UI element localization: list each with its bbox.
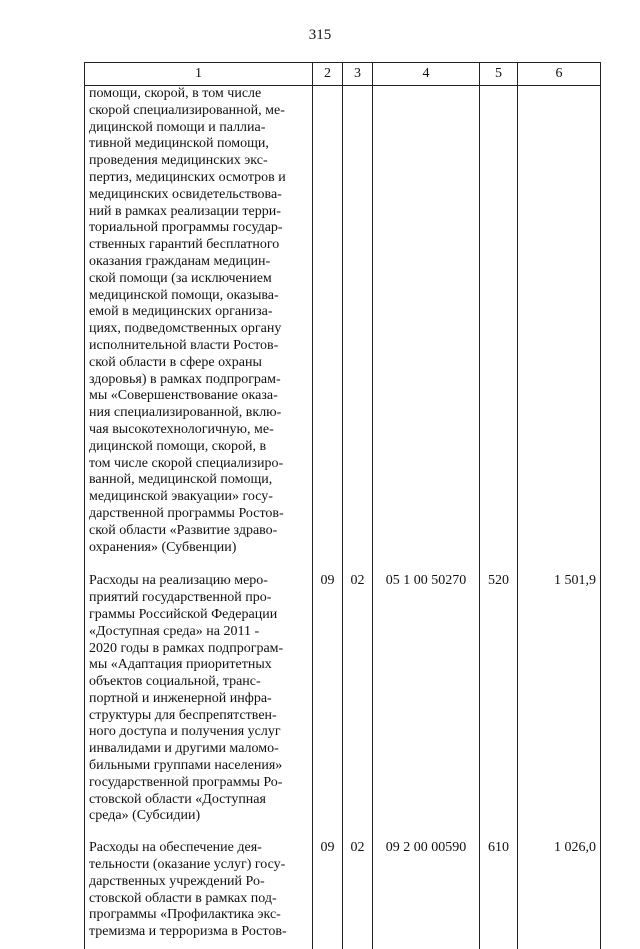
row-section: 09 bbox=[313, 833, 343, 949]
row-amount: 1 026,0 bbox=[518, 833, 601, 949]
column-header-2: 2 bbox=[313, 63, 343, 86]
table-header bbox=[85, 63, 601, 86]
page-number: 315 bbox=[0, 27, 640, 44]
header-row bbox=[85, 63, 601, 86]
row-section: 09 bbox=[313, 566, 343, 833]
row-description: Расходы на обеспечение дея- тельности (оказание услуг) госу- дарственных учреждений Ро- стовской области в рамках под- программы «Профилактика экс- тремизма и терроризма в Ростов- bbox=[85, 833, 313, 949]
table-row bbox=[85, 566, 601, 833]
row-subsection bbox=[343, 86, 373, 567]
row-expense-type: 520 bbox=[480, 566, 518, 833]
row-amount: 1 501,9 bbox=[518, 566, 601, 833]
row-subsection: 02 bbox=[343, 566, 373, 833]
row-target-article: 09 2 00 00590 bbox=[373, 833, 480, 949]
budget-table bbox=[84, 62, 601, 949]
table-row bbox=[85, 86, 601, 567]
table-row bbox=[85, 833, 601, 949]
table-body bbox=[85, 86, 601, 949]
row-description: помощи, скорой, в том числе скорой специализированной, ме- дицинской помощи и паллиа- тивной медицинской помощи, проведения медицинских экс- пертиз, медицинских осмотров и медицинских освидетельствова- ний в рамках реализации терри- ториальной программы государ- ственных гарантий бесплатного оказания гражданам медицин- ской помощи (за исключением медицинской помощи, оказыва- емой в медицинских организа- циях, подведомственных органу исполнительной власти Ростов- ской области в сфере охраны здоровья) в рамках подпрограм- мы «Совершенствование оказа- ния специализированной, вклю- чая высокотехнологичную, ме- дицинской помощи, скорой, в том числе скорой специализиро- ванной, медицинской помощи, медицинской эвакуации» госу- дарственной программы Ростов- ской области «Развитие здраво- охранения» (Субвенции) bbox=[85, 86, 313, 567]
row-target-article: 05 1 00 50270 bbox=[373, 566, 480, 833]
row-subsection: 02 bbox=[343, 833, 373, 949]
column-header-3: 3 bbox=[343, 63, 373, 86]
column-header-6: 6 bbox=[518, 63, 601, 86]
row-expense-type: 610 bbox=[480, 833, 518, 949]
row-expense-type bbox=[480, 86, 518, 567]
row-target-article bbox=[373, 86, 480, 567]
column-header-5: 5 bbox=[480, 63, 518, 86]
column-header-1: 1 bbox=[85, 63, 313, 86]
column-header-4: 4 bbox=[373, 63, 480, 86]
row-amount bbox=[518, 86, 601, 567]
row-section bbox=[313, 86, 343, 567]
row-description: Расходы на реализацию меро- приятий государственной про- граммы Российской Федерации «Доступная среда» на 2011 - 2020 годы в рамках подпрограм- мы «Адаптация приоритетных объектов социальной, транс- портной и инженерной инфра- структуры для беспрепятствен- ного доступа и получения услуг инвалидами и другими маломо- бильными группами населения» государственной программы Ро- стовской области «Доступная среда» (Субсидии) bbox=[85, 566, 313, 833]
